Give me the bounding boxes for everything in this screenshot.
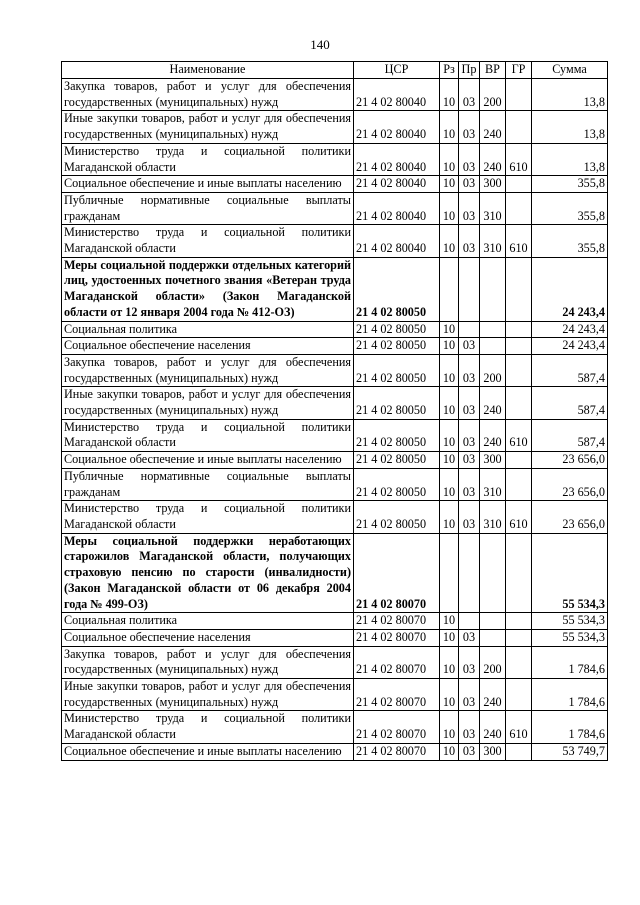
cell-csr: 21 4 02 80040 — [354, 225, 440, 257]
cell-sum: 23 656,0 — [532, 501, 608, 533]
cell-gr — [506, 111, 532, 143]
cell-pr — [459, 613, 480, 630]
page-number: 140 — [310, 37, 330, 52]
cell-name: Министерство труда и социальной политики Магаданской области — [62, 225, 354, 257]
cell-pr: 03 — [459, 711, 480, 743]
cell-gr — [506, 679, 532, 711]
cell-sum: 13,8 — [532, 79, 608, 111]
cell-rz: 10 — [440, 111, 459, 143]
cell-csr: 21 4 02 80050 — [354, 452, 440, 469]
cell-rz: 10 — [440, 646, 459, 678]
cell-rz: 10 — [440, 613, 459, 630]
cell-rz: 10 — [440, 338, 459, 355]
column-header-rz: Рз — [440, 62, 459, 79]
cell-pr: 03 — [459, 143, 480, 175]
cell-sum: 55 534,3 — [532, 613, 608, 630]
cell-vr: 240 — [480, 419, 506, 451]
cell-gr — [506, 743, 532, 760]
cell-vr: 240 — [480, 111, 506, 143]
cell-gr — [506, 321, 532, 338]
cell-name: Социальное обеспечение населения — [62, 629, 354, 646]
cell-vr: 300 — [480, 452, 506, 469]
cell-name: Публичные нормативные социальные выплаты гражданам — [62, 192, 354, 224]
cell-gr — [506, 257, 532, 321]
table-row — [62, 468, 608, 500]
cell-pr: 03 — [459, 452, 480, 469]
cell-name: Социальное обеспечение и иные выплаты населению — [62, 176, 354, 193]
table-row — [62, 743, 608, 760]
table-body — [62, 79, 608, 761]
cell-vr: 200 — [480, 354, 506, 386]
cell-gr — [506, 629, 532, 646]
cell-gr — [506, 338, 532, 355]
cell-pr: 03 — [459, 111, 480, 143]
cell-pr: 03 — [459, 338, 480, 355]
table-row — [62, 354, 608, 386]
table-row — [62, 225, 608, 257]
cell-pr: 03 — [459, 225, 480, 257]
cell-vr: 300 — [480, 743, 506, 760]
cell-gr: 610 — [506, 501, 532, 533]
cell-rz — [440, 257, 459, 321]
cell-vr: 240 — [480, 711, 506, 743]
cell-rz: 10 — [440, 743, 459, 760]
cell-sum: 55 534,3 — [532, 533, 608, 613]
column-header-sum: Сумма — [532, 62, 608, 79]
cell-sum: 13,8 — [532, 111, 608, 143]
cell-vr — [480, 613, 506, 630]
header-row — [62, 62, 608, 79]
cell-sum: 55 534,3 — [532, 629, 608, 646]
cell-gr — [506, 79, 532, 111]
cell-vr — [480, 257, 506, 321]
cell-pr: 03 — [459, 646, 480, 678]
cell-gr: 610 — [506, 419, 532, 451]
table-row — [62, 79, 608, 111]
cell-pr: 03 — [459, 679, 480, 711]
cell-rz: 10 — [440, 387, 459, 419]
cell-gr — [506, 468, 532, 500]
cell-sum: 13,8 — [532, 143, 608, 175]
cell-sum: 587,4 — [532, 419, 608, 451]
cell-csr: 21 4 02 80070 — [354, 646, 440, 678]
cell-csr: 21 4 02 80050 — [354, 501, 440, 533]
cell-vr — [480, 321, 506, 338]
cell-rz — [440, 533, 459, 613]
table-row — [62, 111, 608, 143]
cell-sum: 587,4 — [532, 387, 608, 419]
cell-name: Социальное обеспечение и иные выплаты населению — [62, 743, 354, 760]
cell-rz: 10 — [440, 468, 459, 500]
cell-sum: 355,8 — [532, 192, 608, 224]
cell-csr: 21 4 02 80040 — [354, 111, 440, 143]
cell-csr: 21 4 02 80070 — [354, 743, 440, 760]
cell-rz: 10 — [440, 501, 459, 533]
column-header-vr: ВР — [480, 62, 506, 79]
cell-gr — [506, 646, 532, 678]
cell-vr: 240 — [480, 387, 506, 419]
table-row — [62, 613, 608, 630]
cell-csr: 21 4 02 80040 — [354, 176, 440, 193]
cell-rz: 10 — [440, 143, 459, 175]
table-row — [62, 452, 608, 469]
cell-rz: 10 — [440, 192, 459, 224]
cell-csr: 21 4 02 80070 — [354, 613, 440, 630]
cell-gr: 610 — [506, 143, 532, 175]
cell-rz: 10 — [440, 79, 459, 111]
cell-vr: 310 — [480, 192, 506, 224]
table-row — [62, 257, 608, 321]
cell-sum: 23 656,0 — [532, 452, 608, 469]
cell-name: Министерство труда и социальной политики Магаданской области — [62, 419, 354, 451]
table-row — [62, 501, 608, 533]
cell-gr: 610 — [506, 225, 532, 257]
table-row — [62, 321, 608, 338]
cell-pr: 03 — [459, 354, 480, 386]
budget-table — [61, 61, 608, 761]
cell-gr — [506, 354, 532, 386]
table-row — [62, 338, 608, 355]
cell-pr: 03 — [459, 501, 480, 533]
cell-csr: 21 4 02 80070 — [354, 679, 440, 711]
cell-csr: 21 4 02 80050 — [354, 387, 440, 419]
cell-name: Меры социальной поддержки неработающих старожилов Магаданской области, получающих страховую пенсию по старости (инвалидности) (Закон Магаданской области от 06 декабря 2004 года № 499-ОЗ) — [62, 533, 354, 613]
column-header-csr: ЦСР — [354, 62, 440, 79]
cell-name: Иные закупки товаров, работ и услуг для обеспечения государственных (муниципальных) нужд — [62, 679, 354, 711]
cell-vr: 310 — [480, 468, 506, 500]
table-row — [62, 646, 608, 678]
cell-sum: 1 784,6 — [532, 711, 608, 743]
column-header-name: Наименование — [62, 62, 354, 79]
cell-csr: 21 4 02 80050 — [354, 321, 440, 338]
cell-gr — [506, 452, 532, 469]
cell-sum: 355,8 — [532, 176, 608, 193]
cell-pr: 03 — [459, 629, 480, 646]
cell-name: Социальная политика — [62, 613, 354, 630]
table-row — [62, 629, 608, 646]
cell-name: Закупка товаров, работ и услуг для обеспечения государственных (муниципальных) нужд — [62, 646, 354, 678]
cell-rz: 10 — [440, 452, 459, 469]
cell-rz: 10 — [440, 225, 459, 257]
cell-vr — [480, 533, 506, 613]
cell-csr: 21 4 02 80070 — [354, 629, 440, 646]
cell-sum: 1 784,6 — [532, 679, 608, 711]
cell-sum: 587,4 — [532, 354, 608, 386]
cell-gr — [506, 613, 532, 630]
cell-rz: 10 — [440, 321, 459, 338]
cell-pr: 03 — [459, 192, 480, 224]
cell-name: Меры социальной поддержки отдельных категорий лиц, удостоенных почетного звания «Ветеран труда Магаданской области» (Закон Магаданской области от 12 января 2004 года № 412-ОЗ) — [62, 257, 354, 321]
cell-rz: 10 — [440, 679, 459, 711]
cell-name: Закупка товаров, работ и услуг для обеспечения государственных (муниципальных) нужд — [62, 354, 354, 386]
table-row — [62, 533, 608, 613]
cell-vr — [480, 629, 506, 646]
table-row — [62, 192, 608, 224]
cell-rz: 10 — [440, 419, 459, 451]
cell-gr — [506, 533, 532, 613]
cell-vr: 310 — [480, 225, 506, 257]
cell-pr: 03 — [459, 176, 480, 193]
cell-name: Социальное обеспечение населения — [62, 338, 354, 355]
cell-name: Публичные нормативные социальные выплаты гражданам — [62, 468, 354, 500]
cell-sum: 24 243,4 — [532, 257, 608, 321]
table-row — [62, 176, 608, 193]
cell-csr: 21 4 02 80040 — [354, 79, 440, 111]
cell-csr: 21 4 02 80050 — [354, 338, 440, 355]
cell-gr — [506, 387, 532, 419]
table-row — [62, 711, 608, 743]
column-header-gr: ГР — [506, 62, 532, 79]
cell-sum: 53 749,7 — [532, 743, 608, 760]
cell-pr — [459, 257, 480, 321]
table-row — [62, 387, 608, 419]
cell-pr — [459, 321, 480, 338]
cell-csr: 21 4 02 80050 — [354, 468, 440, 500]
table-row — [62, 419, 608, 451]
cell-rz: 10 — [440, 176, 459, 193]
table-row — [62, 143, 608, 175]
cell-name: Министерство труда и социальной политики Магаданской области — [62, 501, 354, 533]
cell-vr: 300 — [480, 176, 506, 193]
cell-csr: 21 4 02 80070 — [354, 711, 440, 743]
cell-vr: 240 — [480, 143, 506, 175]
cell-vr: 310 — [480, 501, 506, 533]
cell-sum: 355,8 — [532, 225, 608, 257]
cell-csr: 21 4 02 80050 — [354, 419, 440, 451]
cell-pr: 03 — [459, 743, 480, 760]
cell-gr — [506, 176, 532, 193]
cell-sum: 24 243,4 — [532, 338, 608, 355]
cell-name: Иные закупки товаров, работ и услуг для обеспечения государственных (муниципальных) нужд — [62, 111, 354, 143]
cell-pr — [459, 533, 480, 613]
cell-gr — [506, 192, 532, 224]
cell-pr: 03 — [459, 79, 480, 111]
cell-sum: 24 243,4 — [532, 321, 608, 338]
cell-vr: 200 — [480, 646, 506, 678]
table-row — [62, 679, 608, 711]
cell-pr: 03 — [459, 419, 480, 451]
cell-name: Иные закупки товаров, работ и услуг для обеспечения государственных (муниципальных) нужд — [62, 387, 354, 419]
cell-rz: 10 — [440, 354, 459, 386]
cell-gr: 610 — [506, 711, 532, 743]
cell-name: Министерство труда и социальной политики Магаданской области — [62, 143, 354, 175]
cell-csr: 21 4 02 80040 — [354, 192, 440, 224]
cell-rz: 10 — [440, 711, 459, 743]
cell-vr — [480, 338, 506, 355]
cell-sum: 1 784,6 — [532, 646, 608, 678]
cell-name: Закупка товаров, работ и услуг для обеспечения государственных (муниципальных) нужд — [62, 79, 354, 111]
cell-rz: 10 — [440, 629, 459, 646]
cell-name: Социальное обеспечение и иные выплаты населению — [62, 452, 354, 469]
cell-csr: 21 4 02 80070 — [354, 533, 440, 613]
cell-sum: 23 656,0 — [532, 468, 608, 500]
cell-name: Социальная политика — [62, 321, 354, 338]
cell-pr: 03 — [459, 468, 480, 500]
cell-csr: 21 4 02 80050 — [354, 354, 440, 386]
cell-csr: 21 4 02 80040 — [354, 143, 440, 175]
cell-csr: 21 4 02 80050 — [354, 257, 440, 321]
cell-name: Министерство труда и социальной политики Магаданской области — [62, 711, 354, 743]
column-header-pr: Пр — [459, 62, 480, 79]
cell-pr: 03 — [459, 387, 480, 419]
cell-vr: 240 — [480, 679, 506, 711]
cell-vr: 200 — [480, 79, 506, 111]
